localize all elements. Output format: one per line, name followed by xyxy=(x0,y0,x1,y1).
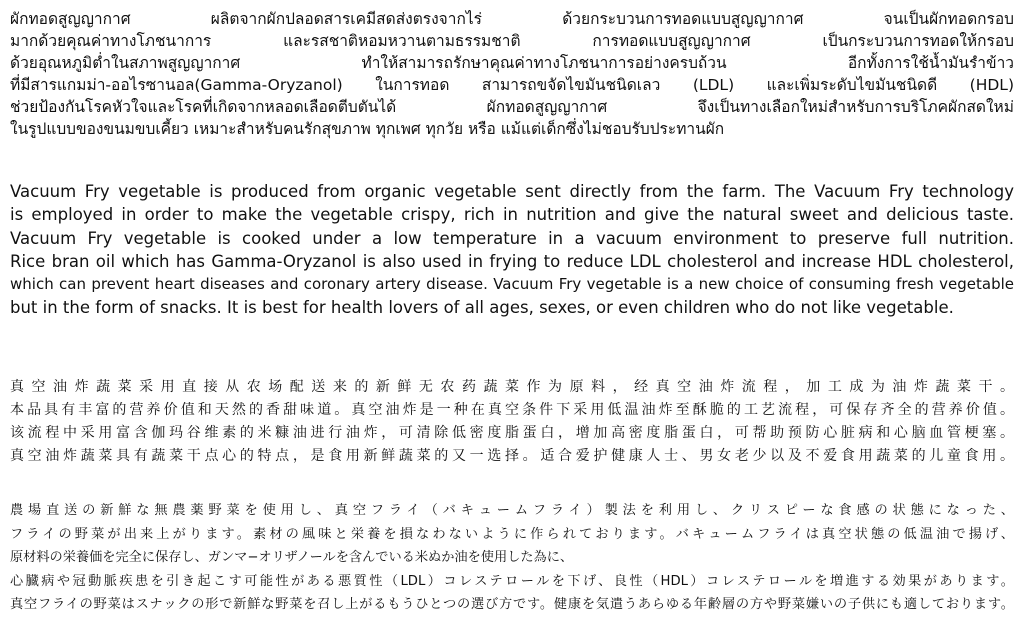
japanese-description xyxy=(10,499,1014,617)
english-line-2: is employed in order to make the vegetable crispy, rich in nutrition and give the natural sweet and delicious taste. xyxy=(10,205,1014,225)
japanese-line-1: 農場直送の新鮮な無農薬野菜を使用し、真空フライ（バキュームフライ）製法を利用し、クリスピーな食感の状態になった、 xyxy=(10,503,1014,518)
chinese-line-1: 真空油炸蔬菜采用直接从农场配送来的新鲜无农药蔬菜作为原料，经真空油炸流程，加工成为油炸蔬菜干。 xyxy=(10,379,1014,395)
thai-line-2: มากด้วยคุณค่าทางโภชนาการ และรสชาติหอมหวานตามธรรมชาติ การทอดแบบสูญญากาศ เป็นกระบวนการทอดให้กรอบ xyxy=(10,32,1014,50)
thai-description xyxy=(10,8,1014,140)
thai-line-6: ในรูปแบบของขนมขบเคี้ยว เหมาะสำหรับคนรักสุขภาพ ทุกเพศ ทุกวัย หรือ แม้แต่เด็กซึ่งไม่ชอบรับประทานผัก xyxy=(10,120,725,138)
chinese-description xyxy=(10,376,1014,468)
english-description xyxy=(10,180,1014,320)
english-line-4: Rice bran oil which has Gamma-Oryzanol is also used in frying to reduce LDL cholesterol and increase HDL cholesterol, xyxy=(10,251,1014,271)
japanese-line-2: フライの野菜が出来上がります。素材の風味と栄養を損なわないように作られております。バキュームフライは真空状態の低温油で揚げ、 xyxy=(10,526,1014,542)
thai-line-3: ด้วยอุณหภูมิต่ำในสภาพสูญญากาศ ทำให้สามารถรักษาคุณค่าทางโภชนาการอย่างครบถ้วน อีกทั้งการใช้น้ำมันรำข้าว xyxy=(10,54,1014,72)
thai-line-4: ที่มีสารแกมม่า-ออไรซานอล(Gamma-Oryzanol) ในการทอด สามารถขจัดไขมันชนิดเลว (LDL) และเพิ่มระดับไขมันชนิดดี (HDL) xyxy=(10,76,1014,94)
japanese-line-4: 心臓病や冠動脈疾患を引き起こす可能性がある悪質性（LDL）コレステロールを下げ、良性（HDL）コレステロールを増進する効果があります。 xyxy=(10,573,1014,589)
chinese-line-4: 真空油炸蔬菜具有蔬菜干点心的特点，是食用新鲜蔬菜的又一选择。适合爱护健康人士、男女老少以及不爱食用蔬菜的儿童食用。 xyxy=(10,448,1014,464)
english-line-1: Vacuum Fry vegetable is produced from organic vegetable sent directly from the farm. The Vacuum Fry technology xyxy=(10,182,1014,201)
english-line-3: Vacuum Fry vegetable is cooked under a low temperature in a vacuum environment to preserve full nutrition. xyxy=(10,228,1014,248)
thai-line-1: ผักทอดสูญญากาศ ผลิตจากผักปลอดสารเคมีสดส่งตรงจากไร่ ด้วยกระบวนการทอดแบบสูญญากาศ จนเป็นผักทอดกรอบ xyxy=(10,10,1014,28)
chinese-line-2: 本品具有丰富的营养价值和天然的香甜味道。真空油炸是一种在真空条件下采用低温油炸至酥脆的工艺流程，可保存齐全的营养价值。 xyxy=(10,402,1014,418)
english-line-5: which can prevent heart diseases and coronary artery disease. Vacuum Fry vegetable is a new choice of consuming fresh vegetable xyxy=(10,275,1014,294)
japanese-line-3: 原材料の栄養価を完全に保存し、ガンマ−オリザノールを含んでいる米ぬか油を使用した為に、 xyxy=(10,550,574,565)
english-line-6: but in the form of snacks. It is best for health lovers of all ages, sexes, or even children who do not like vegetable. xyxy=(10,298,954,318)
japanese-line-5: 真空フライの野菜はスナックの形で新鮮な野菜を召し上がるもうひとつの選び方です。健康を気遣うあらゆる年齢層の方や野菜嫌いの子供にも適しております。 xyxy=(10,597,1014,612)
chinese-line-3: 该流程中采用富含伽玛谷维素的米糠油进行油炸，可清除低密度脂蛋白，增加高密度脂蛋白，可帮助预防心脏病和心脑血管梗塞。 xyxy=(10,425,1014,441)
thai-line-5: ช่วยป้องกันโรคหัวใจและโรคที่เกิดจากหลอดเลือดตีบตันได้ ผักทอดสูญญากาศ จึงเป็นทางเลือกใหม่สำหรับการบริโภคผักสดใหม่ xyxy=(10,98,1014,116)
